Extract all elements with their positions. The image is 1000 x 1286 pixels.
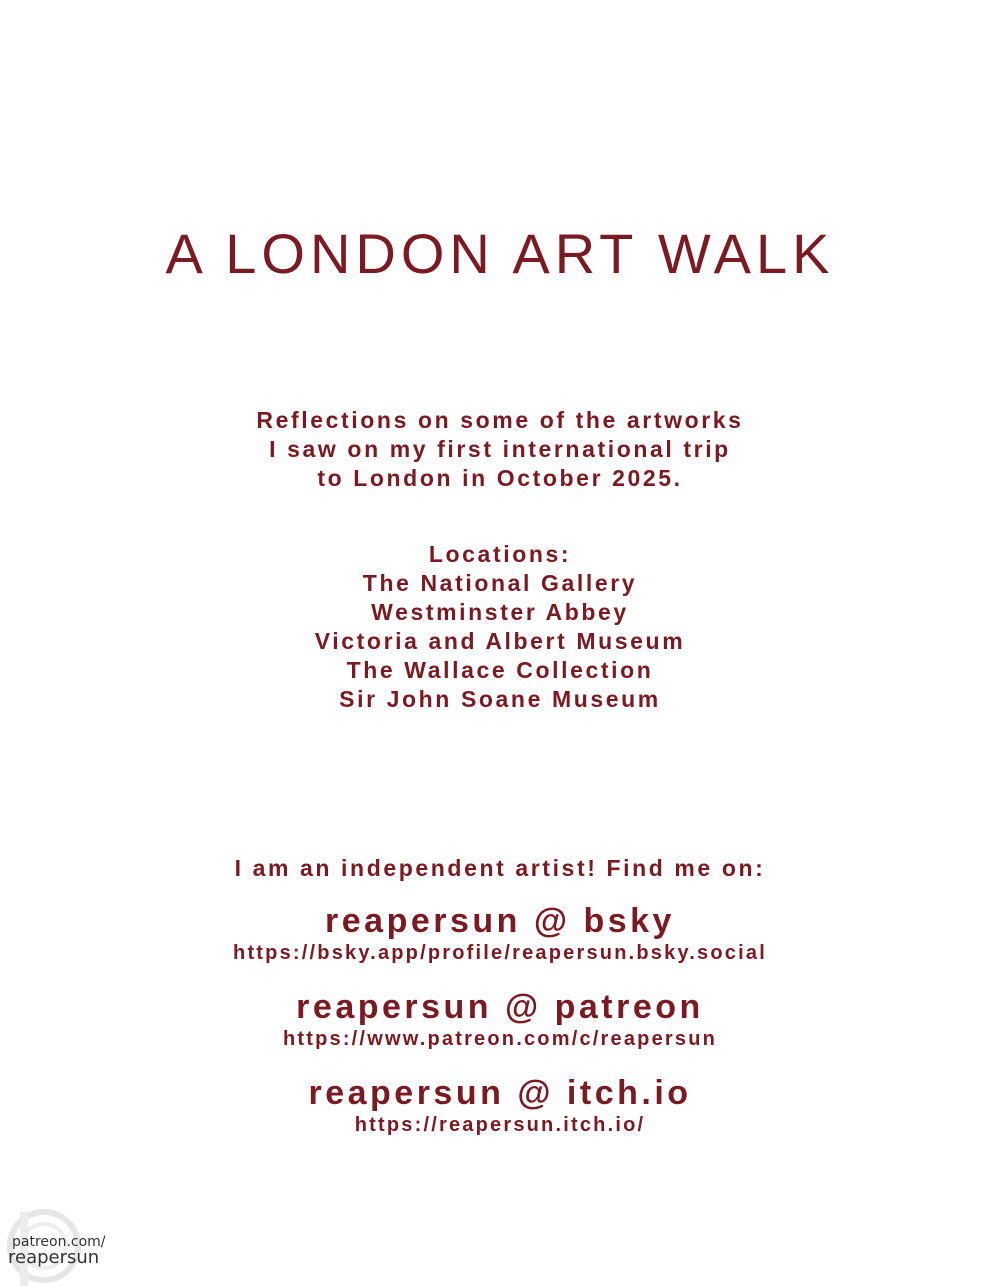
locations-heading: Locations: [428, 541, 572, 567]
social-url-bsky[interactable]: https://bsky.app/profile/reapersun.bsky.social [233, 942, 767, 964]
call-to-action: I am an independent artist! Find me on: [234, 855, 766, 881]
social-itch [0, 1074, 1000, 1138]
location-item: Victoria and Albert Museum [314, 628, 686, 654]
social-handle-bsky: reapersun @ bsky [325, 902, 675, 940]
location-item: The National Gallery [362, 570, 638, 596]
intro-line: Reflections on some of the artworks [256, 407, 744, 433]
social-url-patreon[interactable]: https://www.patreon.com/c/reapersun [282, 1028, 718, 1050]
social-handle-itch: reapersun @ itch.io [308, 1074, 692, 1112]
intro-line: to London in October 2025. [317, 465, 683, 491]
locations-list [0, 540, 1000, 714]
location-item: Westminster Abbey [371, 599, 629, 625]
social-patreon [0, 988, 1000, 1052]
social-handle-patreon: reapersun @ patreon [296, 988, 704, 1026]
page-title: A LONDON ART WALK [165, 222, 835, 285]
location-item: The Wallace Collection [346, 657, 654, 683]
social-url-itch[interactable]: https://reapersun.itch.io/ [354, 1114, 646, 1136]
watermark-logo [4, 1206, 114, 1286]
intro-text [0, 406, 1000, 493]
location-item: Sir John Soane Museum [339, 686, 661, 712]
watermark-line2: reapersun [8, 1247, 100, 1268]
intro-line: I saw on my first international trip [269, 436, 731, 462]
watermark-line1: patreon.com/ [12, 1234, 106, 1250]
social-bsky [0, 902, 1000, 966]
